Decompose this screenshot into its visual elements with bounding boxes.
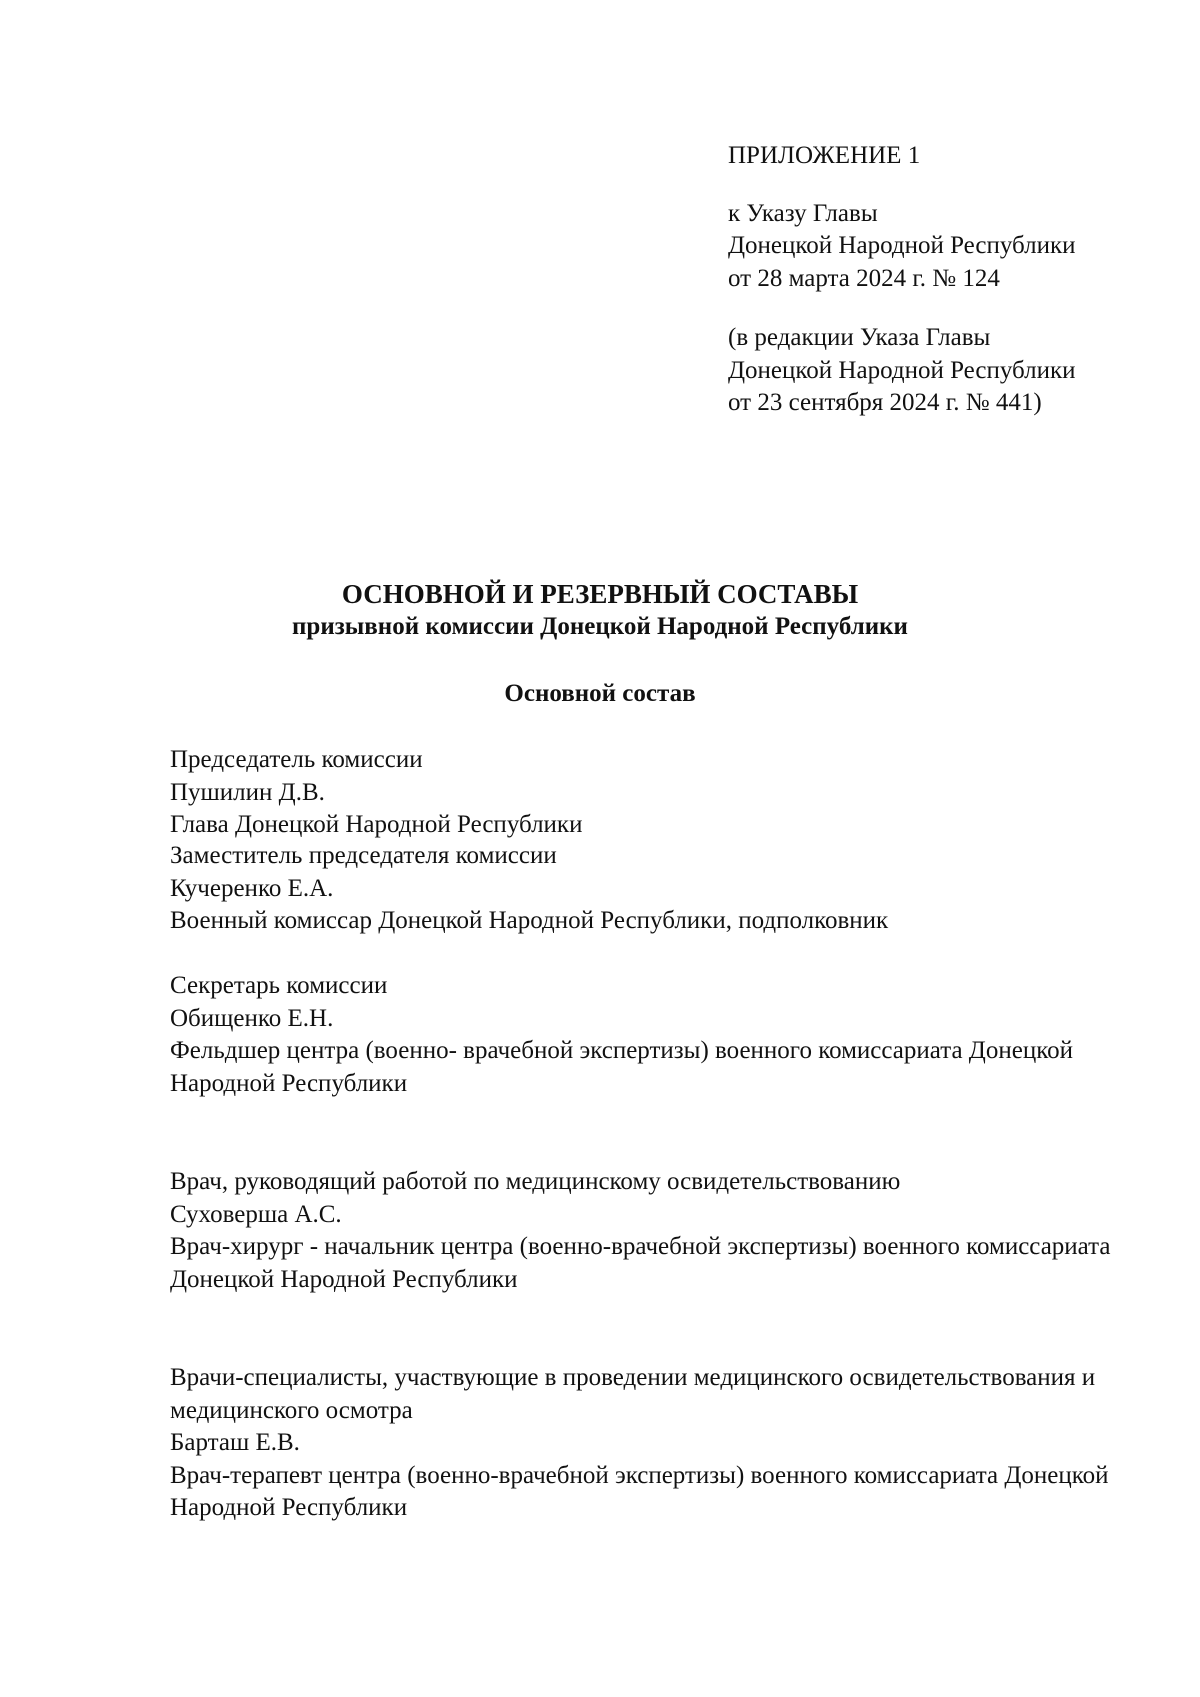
member-role-line: участвующие [394, 1364, 539, 1391]
member-position [170, 905, 1170, 938]
member-role [170, 970, 1170, 1003]
member-position-line: комиссариата Донецкой [853, 1461, 1109, 1489]
member-position [170, 1460, 1170, 1525]
member-row-deputy-chairman [170, 840, 1170, 938]
member-name: Суховерша А.С. [170, 1200, 342, 1228]
document-title [0, 577, 1200, 643]
revision-line: (в редакции Указа Главы [728, 324, 991, 351]
member-role-line: Врач, руководящий [170, 1168, 377, 1195]
member-role [170, 1362, 1170, 1427]
member-position-line: врачебной экспертизы) [463, 1037, 709, 1064]
appendix-block [728, 140, 1168, 447]
member-row-secretary [170, 970, 1170, 1100]
member-position-line: Глава Донецкой Народной [170, 811, 451, 838]
member-position-line: Народной Республики [280, 1265, 518, 1293]
member-name: Барташ Е.В. [170, 1429, 300, 1456]
section-title: Основной состав [504, 680, 696, 707]
member-name: Пушилин Д.В. [170, 778, 325, 806]
decree-line: к Указу Главы [728, 199, 878, 227]
decree-line: Донецкой Народной Республики [728, 232, 1076, 259]
member-role-line: в проведении [544, 1364, 688, 1391]
member-role-line: Заместитель председателя [170, 842, 450, 869]
member-row-lead-physician [170, 1166, 1170, 1296]
member-position-line: экспертизы) военного [614, 1461, 848, 1489]
member-role-line: комиссии [455, 842, 557, 869]
member-role [170, 1166, 1170, 1199]
member-position [170, 1231, 1170, 1296]
member-position-line: Врач-терапевт центра [170, 1461, 401, 1489]
member-position-line: Военный комиссар [170, 907, 372, 934]
member-position-line: Врач-хирург - начальник [170, 1233, 435, 1260]
member-position-line: экспертизы) военного [727, 1233, 960, 1260]
member-role-line: освидетельствования [849, 1364, 1076, 1391]
revision-line: от 23 сентября 2024 г. № 441) [728, 389, 1042, 416]
member-position-line: Республики [457, 811, 583, 838]
member-position [170, 809, 1170, 842]
member-position-line: военного комиссариата [715, 1037, 963, 1064]
member-role-line: освидетельствованию [667, 1168, 901, 1195]
member-position-line: Народной Республики [170, 1494, 408, 1521]
member-position-line: (военно-врачебной [407, 1461, 609, 1489]
revision-reference [728, 322, 1168, 420]
member-name: Обищенко Е.Н. [170, 1004, 334, 1032]
member-position-line: центра (военно-врачебной [440, 1233, 722, 1260]
member-position-line: Донецкой Народной [170, 1037, 1073, 1097]
member-role-line: Секретарь комиссии [170, 972, 388, 999]
document-title-sub: призывной комиссии Донецкой Народной Республики [292, 613, 908, 640]
member-role [170, 744, 1170, 777]
member-position [170, 1035, 1170, 1100]
revision-line: Донецкой Народной Республики [728, 356, 1076, 384]
member-role-line: Врачи-специалисты, [170, 1364, 389, 1391]
member-position-line: Фельдшер центра (военно- [170, 1037, 457, 1064]
member-name: Кучеренко Е.А. [170, 874, 334, 902]
member-role [170, 840, 1170, 873]
member-role-line: медицинского [693, 1364, 844, 1391]
appendix-heading: ПРИЛОЖЕНИЕ 1 [728, 142, 921, 169]
member-role-line: Председатель комиссии [170, 746, 423, 773]
member-row-specialist-physicians [170, 1362, 1170, 1525]
decree-reference [728, 198, 1168, 296]
member-position-line: Республики, подполковник [600, 907, 889, 934]
member-row-chairman [170, 744, 1170, 842]
member-position-line: комиссариата Донецкой [170, 1233, 1111, 1293]
decree-line: от 28 марта 2024 г. № 124 [728, 264, 1000, 292]
document-title-main: ОСНОВНОЙ И РЕЗЕРВНЫЙ СОСТАВЫ [341, 579, 859, 609]
member-position-line: Республики [281, 1069, 408, 1097]
member-position-line: Донецкой Народной [378, 907, 595, 934]
member-role-line: и медицинского осмотра [170, 1364, 1096, 1424]
member-role-line: работой по медицинскому [382, 1168, 661, 1195]
